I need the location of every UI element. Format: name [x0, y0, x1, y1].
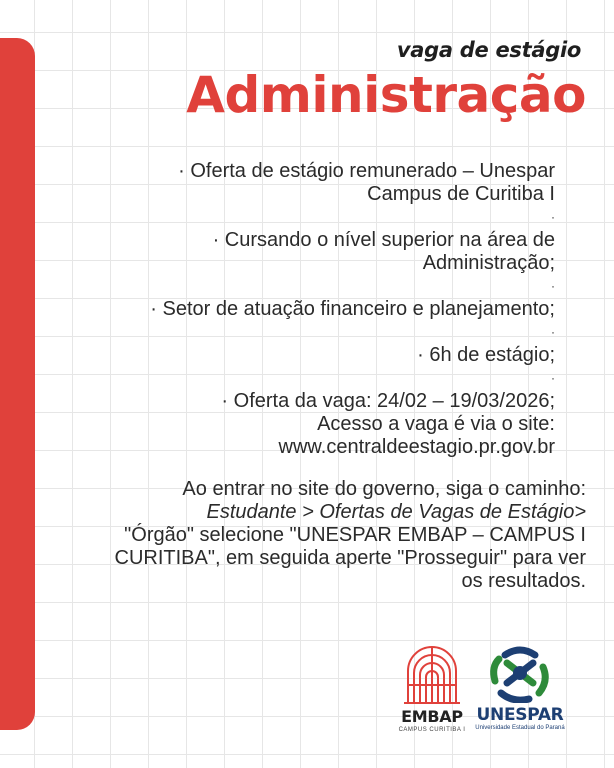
instructions-note: [100, 478, 586, 593]
note-line: os resultados.: [461, 570, 586, 592]
page-title: Administração: [186, 66, 586, 124]
embap-subtitle: CAMPUS CURITIBA I: [398, 727, 466, 733]
list-item: · Cursando o nível superior na área de: [212, 229, 555, 251]
list-item: Administração;: [422, 252, 555, 274]
navigation-path: Estudante > Ofertas de Vagas de Estágio>: [206, 501, 586, 523]
embap-logo: [397, 645, 467, 733]
separator-dot: ·: [551, 210, 555, 224]
requirements-list: [55, 160, 555, 459]
note-line: CURITIBA", em seguida aperte "Prosseguir" para ver: [114, 547, 586, 569]
unespar-emblem-icon: [487, 643, 553, 703]
list-item: · Setor de atuação financeiro e planejamento;: [150, 298, 555, 320]
list-item: Acesso a vaga é via o site:: [317, 413, 555, 435]
list-item: Campus de Curitiba I: [367, 183, 555, 205]
note-line: "Órgão" selecione "UNESPAR EMBAP – CAMPUS I: [124, 524, 586, 546]
list-item: · 6h de estágio;: [417, 344, 555, 366]
website-link[interactable]: www.centraldeestagio.pr.gov.br: [278, 436, 555, 458]
note-path: [100, 501, 586, 524]
unespar-logo: [470, 643, 570, 731]
red-accent-bar: [0, 38, 35, 730]
unespar-subtitle: Universidade Estadual do Paraná: [475, 725, 565, 731]
subtitle: vaga de estágio: [396, 38, 581, 62]
separator-dot: ·: [551, 371, 555, 385]
list-item: · Oferta de estágio remunerado – Unespar: [178, 160, 555, 182]
embap-arch-icon: [402, 645, 462, 705]
separator-dot: ·: [551, 325, 555, 339]
note-line: Ao entrar no site do governo, siga o caminho:: [182, 478, 586, 500]
separator-dot: ·: [551, 279, 555, 293]
embap-name: EMBAP: [401, 707, 463, 726]
list-item: · Oferta da vaga: 24/02 – 19/03/2026;: [221, 390, 555, 412]
unespar-name: UNESPAR: [476, 705, 564, 725]
